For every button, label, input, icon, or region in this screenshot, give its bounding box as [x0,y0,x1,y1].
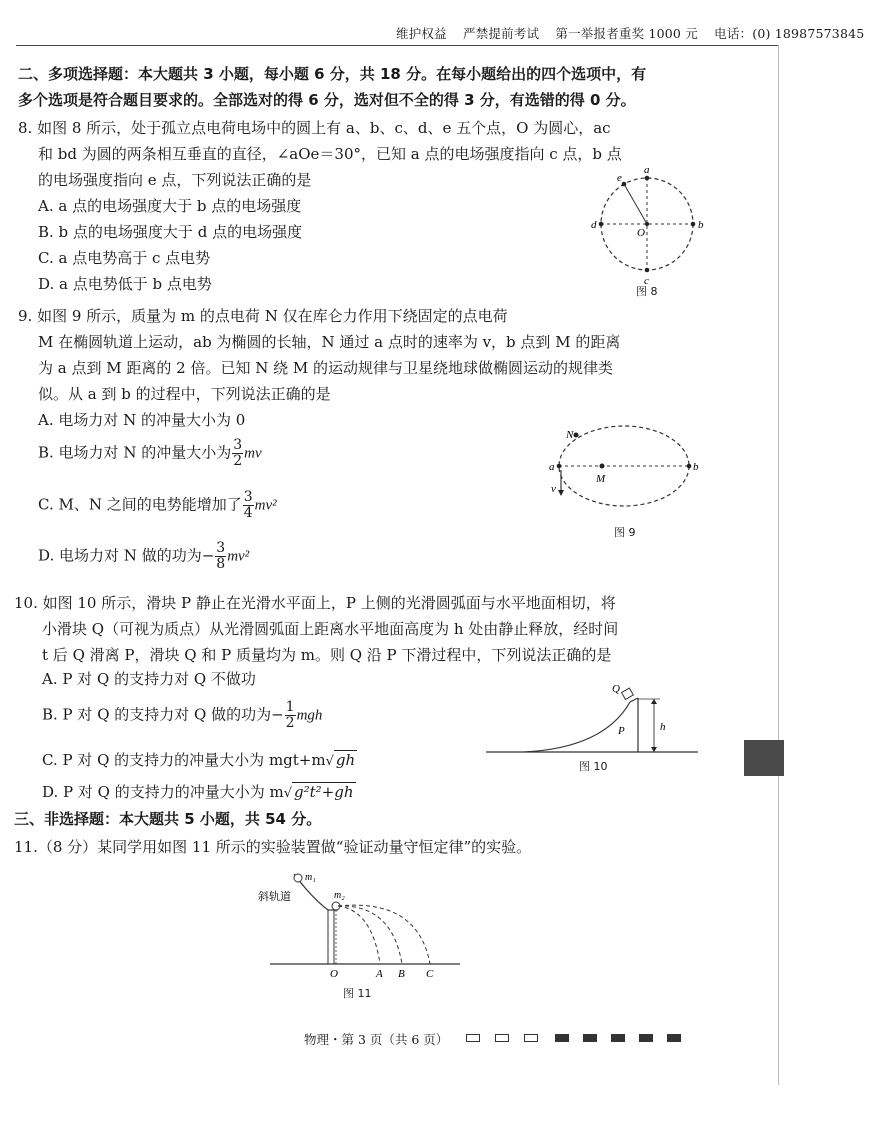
q10-option-b-fraction [285,700,296,731]
q10-option-d[interactable] [42,781,356,802]
fig10-slider-top [630,698,638,702]
progress-box-filled [667,1034,681,1042]
fig9-velocity-arrowhead [558,490,564,496]
q9-line4: 似。从 a 到 b 的过程中，下列说法正确的是 [38,385,331,403]
figure-11-apparatus-diagram [250,866,470,986]
progress-box-filled [611,1034,625,1042]
fig11-trajectory-a [338,906,380,964]
q9-option-b-numerator: 3 [233,437,243,453]
q9-option-c-fraction [243,490,254,521]
q9-option-c[interactable] [38,490,277,521]
q10-option-a[interactable]: A. P 对 Q 的支持力对 Q 不做功 [42,670,256,688]
fig8-point-o [645,222,649,226]
fig8-point-a [645,176,650,181]
q10-option-b-denominator: 2 [285,715,295,731]
q8-line1: 8. 如图 8 所示，处于孤立点电荷电场中的圆上有 a、b、c、d、e 五个点，O 为圆心，ac [18,119,611,137]
progress-box-open [495,1034,509,1042]
progress-box-open [466,1034,480,1042]
q9-line3: 为 a 点到 M 距离的 2 倍。已知 N 绕 M 的运动规律与卫星绕地球做椭圆运动的规律类 [38,359,614,377]
q9-line2: M 在椭圆轨道上运动，ab 为椭圆的长轴，N 通过 a 点时的速率为 v，b 点到 M 的距离 [38,333,621,351]
fig11-trajectory-b [338,906,402,964]
q11-line1: 11.（8 分）某同学用如图 11 所示的实验装置做“验证动量守恒定律”的实验。 [14,838,532,856]
fig11-label-o: O [330,968,338,980]
q9-option-c-unit: mv² [254,497,277,514]
q8-option-a[interactable]: A. a 点的电场强度大于 b 点的电场强度 [38,197,302,215]
fig9-point-n [574,433,579,438]
q9-option-c-text: C. M、N 之间的电势能增加了 [38,495,242,514]
q10-option-b-numerator: 1 [285,699,295,715]
fig9-point-m [600,464,605,469]
fig10-block-q [622,688,634,699]
fig9-label-n: N [566,429,574,441]
q10-option-c-radicand: gh [335,751,356,769]
q8-line2: 和 bd 为圆的两条相互垂直的直径，∠aOe＝30°，已知 a 点的电场强度指向 c 点，b 点 [38,145,622,163]
q9-option-b[interactable] [38,438,262,469]
figure-9-caption: 图 9 [614,526,636,539]
q9-option-d-numerator: 3 [216,540,226,556]
progress-box-open [524,1034,538,1042]
q8-option-c[interactable]: C. a 点电势高于 c 点电势 [38,249,211,267]
fig9-label-b: b [693,461,699,473]
q8-option-b[interactable]: B. b 点的电场强度大于 d 点的电场强度 [38,223,303,241]
q9-option-d-unit: mv² [227,548,250,565]
figure-8-circle-diagram [588,160,708,300]
q10-option-c-text: C. P 对 Q 的支持力的冲量大小为 mgt+m [42,751,326,769]
progress-box-filled [555,1034,569,1042]
q9-option-b-unit: mv [244,445,262,462]
fig8-point-d [599,222,604,227]
q9-option-c-denominator: 4 [243,505,253,521]
fig11-label-m1: m₁ [305,872,316,883]
fig8-label-d: d [591,219,597,231]
q10-option-c[interactable] [42,749,357,770]
page-edge-line [778,45,779,1085]
figure-10-slider-diagram [484,672,704,762]
figure-9-ellipse-diagram [546,422,706,522]
q9-option-b-denominator: 2 [233,453,243,469]
fig9-label-a: a [549,461,555,473]
q9-option-d-fraction [215,541,226,572]
q10-option-d-radicand: g²t²+gh [294,783,354,801]
q9-option-b-fraction [232,438,243,469]
fig8-point-c [645,268,650,273]
fig8-label-a: a [644,164,650,176]
progress-box-filled [583,1034,597,1042]
figure-11-caption: 图 11 [343,987,372,1000]
q9-option-d[interactable] [38,541,249,572]
fig11-label-m2: m₂ [334,890,345,901]
fig11-track-label: 斜轨道 [258,891,291,903]
q10-option-b-unit: mgh [296,707,323,724]
section2-line1: 二、多项选择题：本大题共 3 小题，每小题 6 分，共 18 分。在每小题给出的四个选项中，有 [18,65,647,83]
fig10-label-q: Q [612,683,620,695]
q10-option-d-text: D. P 对 Q 的支持力的冲量大小为 m [42,783,284,801]
fig11-trajectory-c [338,905,430,964]
fig8-label-c: c [644,275,649,287]
fig10-label-p: P [618,725,625,737]
side-tab-marker [744,740,784,776]
header-slogan-2: 严禁提前考试 [463,26,540,41]
q10-option-c-radical-sign: √ [325,754,334,769]
q10-option-b[interactable] [42,700,322,731]
q9-option-d-text: D. 电场力对 N 做的功为− [38,546,215,565]
q9-option-b-text: B. 电场力对 N 的冲量大小为 [38,443,232,462]
fig11-ball-m1 [294,874,302,882]
fig10-arc-surface [524,702,630,752]
fig8-label-o: O [637,227,645,239]
q10-option-d-radical-sign: √ [283,786,293,801]
header-slogan-1: 维护权益 [396,26,447,41]
page-header [396,24,876,42]
fig8-radius-oe [624,184,647,224]
q10-line3: t 后 Q 滑离 P，滑块 Q 和 P 质量均为 m。则 Q 沿 P 下滑过程中，下列说法正确的是 [42,646,612,664]
q9-option-a[interactable]: A. 电场力对 N 的冲量大小为 0 [38,411,246,429]
q8-option-d[interactable]: D. a 点电势低于 b 点电势 [38,275,212,293]
header-phone: 电话：(0) 18987573845 [714,26,865,41]
fig10-height-arrow-bottom [651,747,657,752]
section2-line2: 多个选项是符合题目要求的。全部选对的得 6 分，选对但不全的得 3 分，有选错的得 0 分。 [18,91,636,109]
fig8-label-b: b [698,219,704,231]
fig9-point-a [557,464,562,469]
q9-line1: 9. 如图 9 所示，质量为 m 的点电荷 N 仅在库仑力作用下绕固定的点电荷 [18,307,508,325]
header-slogan-3: 第一举报者重奖 1000 元 [555,26,698,41]
q9-option-c-numerator: 3 [243,489,253,505]
q10-line1: 10. 如图 10 所示，滑块 P 静止在光滑水平面上，P 上侧的光滑圆弧面与水平地面相切，将 [14,594,616,612]
q9-option-d-denominator: 8 [216,556,226,572]
fig8-label-e: e [617,172,622,184]
fig9-label-m: M [596,473,606,485]
fig10-height-arrow-top [651,699,657,704]
fig8-point-e [622,182,627,187]
footer-page-info: 物理・第 3 页（共 6 页） [304,1032,449,1047]
fig8-point-b [691,222,696,227]
fig10-label-h: h [660,721,666,733]
header-divider [16,45,778,46]
fig11-label-a: A [376,968,383,980]
fig9-point-b [687,464,692,469]
q10-option-b-text: B. P 对 Q 的支持力对 Q 做的功为− [42,705,284,724]
section3-title: 三、非选择题：本大题共 5 小题，共 54 分。 [14,810,322,828]
figure-8-caption: 图 8 [636,285,658,298]
q8-line3: 的电场强度指向 e 点，下列说法正确的是 [38,171,312,189]
fig9-label-v: v [551,483,556,495]
fig11-label-b: B [398,968,405,980]
q10-line2: 小滑块 Q（可视为质点）从光滑圆弧面上距离水平地面高度为 h 处由静止释放，经时间 [42,620,619,638]
fig11-label-c: C [426,968,434,980]
progress-box-filled [639,1034,653,1042]
figure-10-caption: 图 10 [579,760,608,773]
